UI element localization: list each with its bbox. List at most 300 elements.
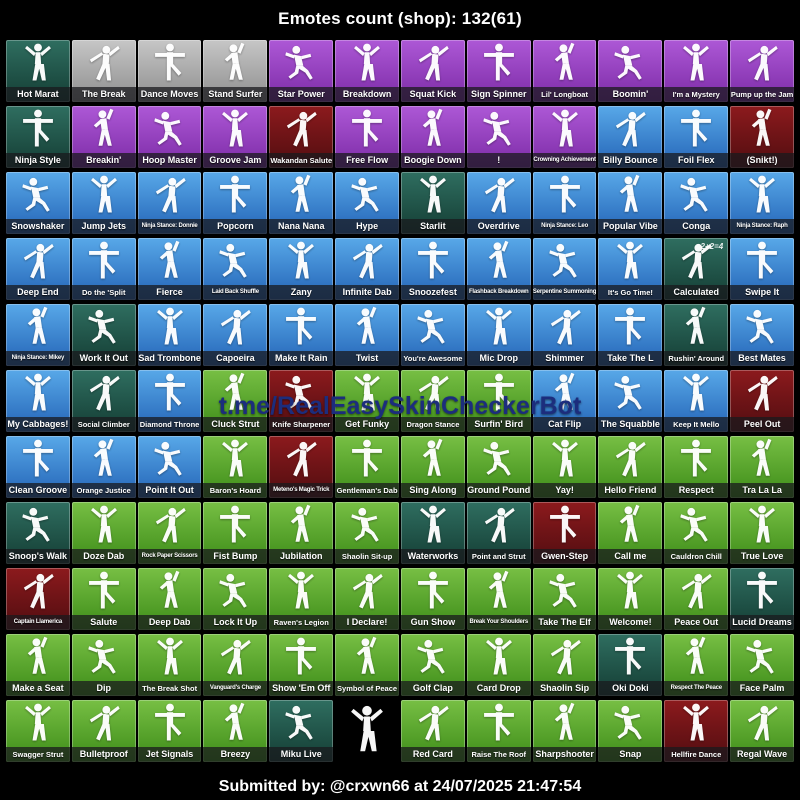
emote-tile[interactable] xyxy=(335,568,399,630)
emote-label: Respect xyxy=(664,483,728,498)
emote-figure-icon xyxy=(479,636,519,680)
emote-tile[interactable] xyxy=(72,172,136,234)
emote-tile[interactable] xyxy=(269,502,333,564)
emote-tile[interactable] xyxy=(467,40,531,102)
emote-figure-icon xyxy=(413,702,453,746)
emote-row xyxy=(6,634,794,696)
emote-label: Popular Vibe xyxy=(598,219,662,234)
emote-figure-icon xyxy=(347,306,387,350)
emote-tile[interactable] xyxy=(72,106,136,168)
emote-figure-icon xyxy=(545,636,585,680)
emote-figure-icon xyxy=(676,702,716,746)
emote-label: Swipe It xyxy=(730,285,794,300)
emote-figure-icon xyxy=(150,702,190,746)
emote-tile[interactable] xyxy=(138,568,202,630)
emote-figure-icon xyxy=(479,240,519,284)
emote-figure-icon xyxy=(18,306,58,350)
emote-figure-icon xyxy=(215,504,255,548)
emote-figure-icon xyxy=(18,636,58,680)
emote-label: Ninja Stance: Raph xyxy=(730,219,794,234)
emote-tile[interactable] xyxy=(335,172,399,234)
emote-tile[interactable] xyxy=(203,568,267,630)
emote-figure-icon xyxy=(18,570,58,614)
emote-tile[interactable] xyxy=(6,568,70,630)
emote-label: Tra La La xyxy=(730,483,794,498)
emote-figure-icon xyxy=(610,438,650,482)
emote-figure-icon xyxy=(18,504,58,548)
emote-figure-icon xyxy=(281,174,321,218)
emote-tile[interactable] xyxy=(6,304,70,366)
emote-label: Meteno's Magic Trick xyxy=(269,483,333,498)
emote-tile[interactable] xyxy=(269,40,333,102)
emote-figure-icon xyxy=(347,504,387,548)
emote-label: Bulletproof xyxy=(72,747,136,762)
emote-tile[interactable] xyxy=(664,568,728,630)
emote-tile[interactable] xyxy=(6,106,70,168)
emote-figure-icon xyxy=(479,42,519,86)
emote-figure-icon xyxy=(150,372,190,416)
emote-tile[interactable] xyxy=(598,304,662,366)
emote-tile[interactable] xyxy=(533,700,597,762)
emote-figure-icon xyxy=(150,42,190,86)
emote-tile[interactable] xyxy=(467,106,531,168)
emote-tile[interactable] xyxy=(269,238,333,300)
emote-tile[interactable] xyxy=(730,370,794,432)
emote-figure-icon xyxy=(215,240,255,284)
emote-label: Infinite Dab xyxy=(335,285,399,300)
emote-tile[interactable] xyxy=(533,172,597,234)
emote-figure-icon xyxy=(610,570,650,614)
emote-label: Cat Flip xyxy=(533,417,597,432)
emote-tile[interactable] xyxy=(730,40,794,102)
emote-figure-icon xyxy=(18,108,58,152)
emote-label: Cauldron Chill xyxy=(664,549,728,564)
emote-figure-icon xyxy=(215,108,255,152)
emote-tile[interactable] xyxy=(72,304,136,366)
emote-label: Flashback Breakdown xyxy=(467,285,531,300)
emote-tile[interactable] xyxy=(203,40,267,102)
emote-tile[interactable] xyxy=(664,700,728,762)
emote-row xyxy=(6,700,794,762)
emote-figure-icon xyxy=(150,438,190,482)
emote-tile[interactable] xyxy=(138,172,202,234)
emote-tile[interactable] xyxy=(664,634,728,696)
emote-tile[interactable] xyxy=(598,238,662,300)
emote-figure-icon xyxy=(742,504,782,548)
emote-figure-icon xyxy=(344,704,390,758)
emote-figure-icon xyxy=(281,636,321,680)
emote-label: Make a Seat xyxy=(6,681,70,696)
emote-label: Raise The Roof xyxy=(467,747,531,762)
emote-tile[interactable] xyxy=(269,304,333,366)
emote-figure-icon xyxy=(610,636,650,680)
emote-label: Snowshaker xyxy=(6,219,70,234)
emote-label: Orange Justice xyxy=(72,483,136,498)
emote-tile[interactable] xyxy=(664,436,728,498)
emote-figure-icon xyxy=(413,570,453,614)
emote-figure-icon xyxy=(479,306,519,350)
emote-figure-icon xyxy=(347,240,387,284)
emote-tile[interactable] xyxy=(664,238,728,300)
watermark-link: t.me/RealEasySkinCheckerBot xyxy=(218,392,582,420)
emote-label: Squat Kick xyxy=(401,87,465,102)
emote-tile[interactable] xyxy=(401,436,465,498)
emote-label: Take The L xyxy=(598,351,662,366)
emote-tile[interactable] xyxy=(664,106,728,168)
emote-label: Zany xyxy=(269,285,333,300)
emote-label: Lock It Up xyxy=(203,615,267,630)
emote-label: Ninja Stance: Mikey xyxy=(6,351,70,366)
emote-tile[interactable] xyxy=(730,568,794,630)
emote-tile[interactable] xyxy=(269,106,333,168)
emote-tile[interactable] xyxy=(533,106,597,168)
emote-label: Snap xyxy=(598,747,662,762)
emote-figure-icon xyxy=(84,108,124,152)
emote-tile[interactable] xyxy=(598,370,662,432)
emote-tile[interactable] xyxy=(203,172,267,234)
emote-label: It's Go Time! xyxy=(598,285,662,300)
emote-tile[interactable] xyxy=(203,238,267,300)
emote-figure-icon xyxy=(215,570,255,614)
emote-label: Free Flow xyxy=(335,153,399,168)
emote-tile[interactable] xyxy=(203,634,267,696)
emote-figure-icon xyxy=(479,438,519,482)
emote-tile[interactable] xyxy=(335,436,399,498)
emote-label: The Squabble xyxy=(598,417,662,432)
emote-tile[interactable] xyxy=(533,304,597,366)
emote-tile[interactable] xyxy=(730,106,794,168)
emote-tile[interactable] xyxy=(598,172,662,234)
emote-label: Work It Out xyxy=(72,351,136,366)
emote-figure-icon xyxy=(150,174,190,218)
emote-figure-icon xyxy=(281,42,321,86)
emote-label: Cluck Strut xyxy=(203,417,267,432)
emote-label: Dragon Stance xyxy=(401,417,465,432)
emote-label: Symbol of Peace xyxy=(335,681,399,696)
emote-icon-text: 2+2=4 xyxy=(700,242,724,251)
emote-figure-icon xyxy=(676,570,716,614)
emote-label: Take The Elf xyxy=(533,615,597,630)
emote-figure-icon xyxy=(18,174,58,218)
emote-tile[interactable] xyxy=(598,40,662,102)
emote-figure-icon xyxy=(150,108,190,152)
emote-label: Sharpshooter xyxy=(533,747,597,762)
emote-tile[interactable] xyxy=(138,436,202,498)
emote-tile[interactable] xyxy=(138,304,202,366)
emote-figure-icon xyxy=(676,108,716,152)
emote-label: Mic Drop xyxy=(467,351,531,366)
emote-label: Sign Spinner xyxy=(467,87,531,102)
emote-tile[interactable] xyxy=(598,436,662,498)
emote-tile[interactable] xyxy=(401,40,465,102)
emote-figure-icon xyxy=(610,372,650,416)
emote-figure-icon xyxy=(347,570,387,614)
emote-tile[interactable] xyxy=(664,304,728,366)
emote-tile[interactable] xyxy=(269,436,333,498)
emote-tile[interactable] xyxy=(203,106,267,168)
emote-tile[interactable] xyxy=(730,436,794,498)
emote-figure-icon xyxy=(610,702,650,746)
emote-tile[interactable] xyxy=(730,304,794,366)
emote-figure-icon xyxy=(742,42,782,86)
emote-label: Gun Show xyxy=(401,615,465,630)
emote-figure-icon xyxy=(545,174,585,218)
emote-figure-icon xyxy=(84,372,124,416)
emote-figure-icon xyxy=(545,108,585,152)
emote-tile[interactable] xyxy=(401,304,465,366)
emote-label: Ninja Stance: Leo xyxy=(533,219,597,234)
emote-label: Rushin' Around xyxy=(664,351,728,366)
emote-label: Ninja Style xyxy=(6,153,70,168)
emote-tile[interactable] xyxy=(203,304,267,366)
emote-figure-icon xyxy=(413,438,453,482)
emote-tile[interactable] xyxy=(203,700,267,762)
emote-figure-icon xyxy=(281,504,321,548)
emote-figure-icon xyxy=(545,438,585,482)
emote-label: Star Power xyxy=(269,87,333,102)
emote-label: My Cabbages! xyxy=(6,417,70,432)
emote-tile[interactable] xyxy=(335,634,399,696)
emote-figure-icon xyxy=(215,636,255,680)
emote-figure-icon xyxy=(676,42,716,86)
emote-tile[interactable] xyxy=(6,238,70,300)
emote-tile[interactable] xyxy=(6,370,70,432)
emote-figure-icon xyxy=(610,240,650,284)
emote-tile[interactable] xyxy=(401,634,465,696)
emote-label: Respect The Peace xyxy=(664,681,728,696)
emote-tile[interactable] xyxy=(335,40,399,102)
emote-tile[interactable] xyxy=(401,238,465,300)
emote-label: Jet Signals xyxy=(138,747,202,762)
footer-submitted-by: Submitted by: @crxwn66 at 24/07/2025 21:47:54 xyxy=(218,778,582,795)
emote-tile[interactable] xyxy=(467,700,531,762)
emote-tile[interactable] xyxy=(72,370,136,432)
emote-figure-icon xyxy=(479,702,519,746)
emote-label: Crowning Achievement xyxy=(533,153,597,168)
emote-label: Serpentine Summoning xyxy=(533,285,597,300)
emote-tile[interactable] xyxy=(335,238,399,300)
emote-figure-icon xyxy=(215,702,255,746)
emote-tile[interactable] xyxy=(533,634,597,696)
emote-label: Clean Groove xyxy=(6,483,70,498)
emote-tile[interactable] xyxy=(138,634,202,696)
emote-label: Hype xyxy=(335,219,399,234)
emote-tile[interactable] xyxy=(203,436,267,498)
emote-tile[interactable] xyxy=(335,106,399,168)
emote-tile[interactable] xyxy=(269,568,333,630)
emote-tile[interactable] xyxy=(72,436,136,498)
emote-figure-icon xyxy=(84,306,124,350)
emote-tile[interactable] xyxy=(664,172,728,234)
emote-tile[interactable] xyxy=(72,502,136,564)
emote-figure-icon xyxy=(150,504,190,548)
emote-label: Welcome! xyxy=(598,615,662,630)
emote-figure-icon xyxy=(150,306,190,350)
emote-label: Golf Clap xyxy=(401,681,465,696)
emote-label: Get Funky xyxy=(335,417,399,432)
emote-tile[interactable] xyxy=(730,634,794,696)
emote-label: Social Climber xyxy=(72,417,136,432)
emote-figure-icon xyxy=(742,702,782,746)
emote-figure-icon xyxy=(610,306,650,350)
emote-tile[interactable] xyxy=(335,502,399,564)
emote-label: Ninja Stance: Donnie xyxy=(138,219,202,234)
emote-label: Fierce xyxy=(138,285,202,300)
emote-figure-icon xyxy=(676,504,716,548)
emote-figure-icon xyxy=(545,306,585,350)
emote-figure-icon xyxy=(676,438,716,482)
emote-tile[interactable] xyxy=(269,172,333,234)
emote-figure-icon xyxy=(413,504,453,548)
emote-tile[interactable] xyxy=(533,238,597,300)
emote-label: Shimmer xyxy=(533,351,597,366)
emote-figure-icon xyxy=(150,240,190,284)
emote-tile[interactable] xyxy=(6,502,70,564)
emote-label: Foil Flex xyxy=(664,153,728,168)
emote-figure-icon xyxy=(479,504,519,548)
emote-tile[interactable] xyxy=(6,436,70,498)
emote-tile[interactable] xyxy=(533,568,597,630)
emote-label: I Declare! xyxy=(335,615,399,630)
emote-tile[interactable] xyxy=(138,502,202,564)
emote-tile[interactable] xyxy=(467,568,531,630)
emote-tile[interactable] xyxy=(533,502,597,564)
emote-tile[interactable] xyxy=(467,502,531,564)
emote-tile[interactable] xyxy=(664,370,728,432)
emote-tile[interactable] xyxy=(598,700,662,762)
emote-tile[interactable] xyxy=(533,40,597,102)
emote-label: Snoop's Walk xyxy=(6,549,70,564)
emote-figure-icon xyxy=(84,504,124,548)
emote-figure-icon xyxy=(545,42,585,86)
emote-tile[interactable] xyxy=(730,502,794,564)
emote-tile[interactable] xyxy=(72,700,136,762)
emote-tile[interactable] xyxy=(598,502,662,564)
emote-tile[interactable] xyxy=(138,238,202,300)
emote-label: Dance Moves xyxy=(138,87,202,102)
emote-label: Hot Marat xyxy=(6,87,70,102)
emote-tile[interactable] xyxy=(467,634,531,696)
emote-label: Breezy xyxy=(203,747,267,762)
emote-tile[interactable] xyxy=(269,634,333,696)
emote-tile[interactable] xyxy=(401,172,465,234)
emote-label: Ground Pound xyxy=(467,483,531,498)
emote-label: Calculated xyxy=(664,285,728,300)
emote-label: ! xyxy=(467,153,531,168)
emote-tile[interactable] xyxy=(401,106,465,168)
emote-figure-icon xyxy=(610,174,650,218)
emote-tile[interactable] xyxy=(664,40,728,102)
emote-figure-icon xyxy=(150,636,190,680)
emote-label: The Break xyxy=(72,87,136,102)
emote-tile[interactable] xyxy=(72,568,136,630)
emote-label: Gentleman's Dab xyxy=(335,483,399,498)
emote-tile[interactable] xyxy=(467,304,531,366)
emote-label: Salute xyxy=(72,615,136,630)
emote-label: Card Drop xyxy=(467,681,531,696)
emote-tile[interactable] xyxy=(401,568,465,630)
emote-figure-icon xyxy=(742,174,782,218)
emote-figure-icon xyxy=(676,636,716,680)
emote-tile[interactable] xyxy=(401,700,465,762)
emote-tile[interactable] xyxy=(138,700,202,762)
emote-tile[interactable] xyxy=(269,700,333,762)
emote-tile[interactable] xyxy=(533,436,597,498)
emote-label: Dip xyxy=(72,681,136,696)
emote-tile[interactable] xyxy=(335,700,399,762)
emote-figure-icon xyxy=(84,702,124,746)
emote-tile[interactable] xyxy=(467,172,531,234)
emote-label: Baron's Hoard xyxy=(203,483,267,498)
emote-label: Rock Paper Scissors xyxy=(138,549,202,564)
emote-tile[interactable] xyxy=(401,502,465,564)
emote-tile[interactable] xyxy=(6,634,70,696)
emote-tile[interactable] xyxy=(138,106,202,168)
emote-figure-icon xyxy=(84,240,124,284)
emote-label: Oki Doki xyxy=(598,681,662,696)
page-title: Emotes count (shop): 132(61) xyxy=(278,9,522,28)
emote-label: Shaolin Sit-up xyxy=(335,549,399,564)
emote-figure-icon xyxy=(84,42,124,86)
emote-label: Jubilation xyxy=(269,549,333,564)
emote-figure-icon xyxy=(742,570,782,614)
emote-tile[interactable] xyxy=(730,700,794,762)
emote-tile[interactable] xyxy=(598,568,662,630)
emote-tile[interactable] xyxy=(467,436,531,498)
emote-tile[interactable] xyxy=(72,238,136,300)
emote-label: Swagger Strut xyxy=(6,747,70,762)
emote-tile[interactable] xyxy=(72,634,136,696)
emote-figure-icon xyxy=(676,306,716,350)
emote-figure-icon xyxy=(676,174,716,218)
emote-figure-icon xyxy=(545,504,585,548)
emote-tile[interactable] xyxy=(730,238,794,300)
emote-label: Gwen-Step xyxy=(533,549,597,564)
emote-tile[interactable] xyxy=(730,172,794,234)
emote-label: Hellfire Dance xyxy=(664,747,728,762)
emote-tile[interactable] xyxy=(598,106,662,168)
emote-figure-icon xyxy=(742,108,782,152)
emote-label: Overdrive xyxy=(467,219,531,234)
emote-tile[interactable] xyxy=(598,634,662,696)
emote-tile[interactable] xyxy=(335,304,399,366)
emote-tile[interactable] xyxy=(6,700,70,762)
emote-label: Regal Wave xyxy=(730,747,794,762)
emote-label: Point and Strut xyxy=(467,549,531,564)
emote-tile[interactable] xyxy=(664,502,728,564)
emote-tile[interactable] xyxy=(6,40,70,102)
emote-tile[interactable] xyxy=(6,172,70,234)
emote-row xyxy=(6,106,794,168)
emote-figure-icon xyxy=(281,570,321,614)
emote-figure-icon xyxy=(413,306,453,350)
emote-label: Nana Nana xyxy=(269,219,333,234)
emote-label: Do the 'Split xyxy=(72,285,136,300)
emote-figure-icon xyxy=(742,306,782,350)
emote-figure-icon xyxy=(84,174,124,218)
emote-tile[interactable] xyxy=(203,502,267,564)
emote-tile[interactable] xyxy=(138,40,202,102)
emote-figure-icon xyxy=(413,240,453,284)
emote-label: Wakandan Salute xyxy=(269,153,333,168)
emote-label: Sing Along xyxy=(401,483,465,498)
emote-label: Fist Bump xyxy=(203,549,267,564)
emote-tile[interactable] xyxy=(467,238,531,300)
emote-tile[interactable] xyxy=(72,40,136,102)
emote-figure-icon xyxy=(84,438,124,482)
emote-tile[interactable] xyxy=(138,370,202,432)
emote-figure-icon xyxy=(18,702,58,746)
